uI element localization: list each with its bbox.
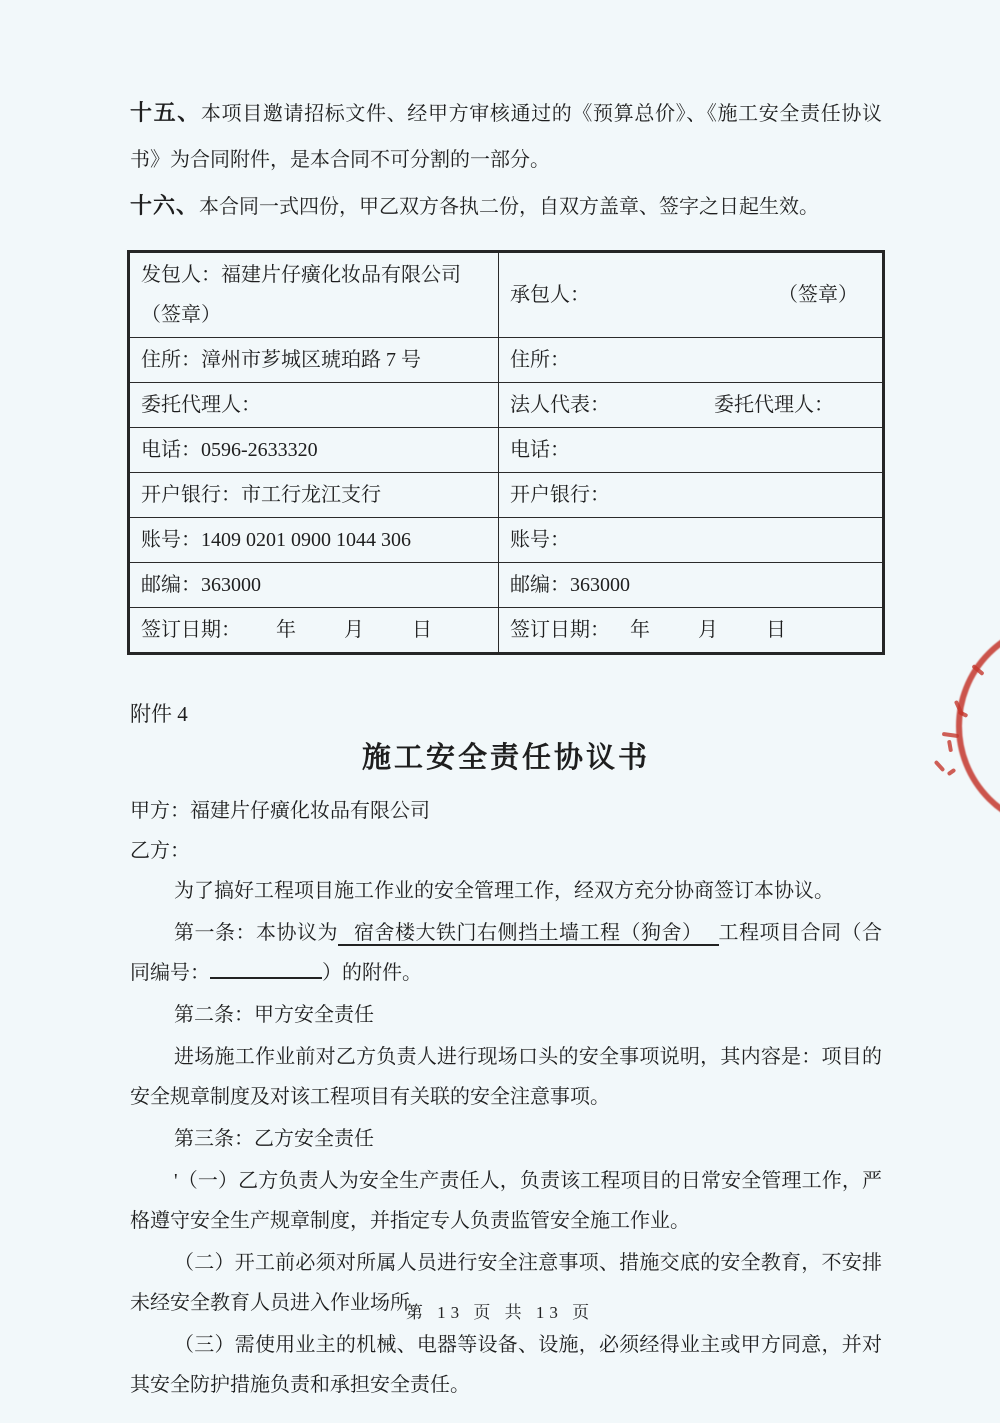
contractor-bank-label: 开户银行： (510, 484, 610, 506)
cell-contractor-phone (499, 428, 884, 473)
cell-employer-sign-date (129, 608, 499, 654)
contractor-agent-label: 委托代理人： (714, 394, 834, 416)
article-1-prefix: 第一条：本协议为 (174, 922, 338, 944)
clause-16-text: 本合同一式四份，甲乙双方各执二份，自双方盖章、签字之日起生效。 (199, 196, 820, 218)
seal-mark-icon (947, 740, 953, 753)
employer-date-blanks: 年 月 日 (276, 619, 446, 641)
employer-postcode-value: 邮编：363000 (141, 574, 261, 596)
article-1-middle: 工程项目合同（合同编号： (130, 922, 882, 984)
employer-sign-date-label: 签订日期： (141, 619, 241, 641)
legal-rep-label: 法人代表： (510, 394, 610, 416)
contractor-account-label: 账号： (510, 529, 570, 551)
cell-employer (129, 252, 499, 338)
cell-employer-postcode (129, 563, 499, 608)
page-number-footer: 第 13 页 共 13 页 (405, 1303, 595, 1322)
contractor-date-blanks: 年 月 日 (630, 619, 800, 641)
article-1-paragraph (130, 913, 882, 993)
clause-15-number: 十五、 (130, 100, 201, 125)
cell-contractor-address (499, 338, 884, 383)
cell-employer-agent (129, 383, 499, 428)
signature-table (127, 250, 885, 655)
clause-15-text: 本项目邀请招标文件、经甲方审核通过的《预算总价》、《施工安全责任协议书》为合同附件，是本合同不可分割的一部分。 (130, 103, 882, 171)
table-row-postcode (129, 563, 884, 608)
table-row-bank (129, 473, 884, 518)
clause-16 (130, 183, 882, 230)
cell-contractor-postcode (499, 563, 884, 608)
contract-clauses (130, 90, 882, 230)
intro-paragraph: 为了搞好工程项目施工作业的安全管理工作，经双方充分协商签订本协议。 (174, 880, 834, 902)
seal-mark-icon (947, 768, 957, 776)
table-row-address (129, 338, 884, 383)
employer-agent-label: 委托代理人： (141, 394, 261, 416)
cell-contractor-rep (499, 383, 884, 428)
seal-mark-icon (934, 760, 946, 772)
red-seal-stamp (956, 620, 1000, 832)
contract-number-blank (210, 957, 322, 979)
safety-item-3: （三）需使用业主的机械、电器等设备、设施，必须经得业主或甲方同意，并对其安全防护措施负责和承担安全责任。 (130, 1334, 882, 1396)
contractor-label: 承包人： (510, 284, 590, 306)
cell-employer-address (129, 338, 499, 383)
contractor-address-label: 住所： (510, 349, 570, 371)
agreement-title: 施工安全责任协议书 (361, 742, 650, 774)
clause-15 (130, 90, 882, 183)
table-row-party (129, 252, 884, 338)
table-row-sign-date (129, 608, 884, 654)
employer-address-value: 住所：漳州市芗城区琥珀路 7 号 (141, 349, 421, 371)
cell-contractor-bank (499, 473, 884, 518)
employer-account-value: 账号：1409 0201 0900 1044 306 (141, 529, 411, 551)
employer-value: 发包人：福建片仔癀化妆品有限公司（签章） (141, 264, 461, 326)
party-b-line: 乙方： (130, 840, 190, 862)
table-row-agent (129, 383, 884, 428)
contractor-sign-date-label: 签订日期： (510, 619, 610, 641)
table-row-phone (129, 428, 884, 473)
employer-phone-value: 电话：0596-2633320 (141, 439, 318, 461)
article-2-heading: 第二条：甲方安全责任 (174, 1004, 374, 1026)
attachment-label: 附件 4 (130, 702, 188, 726)
clause-16-number: 十六、 (130, 193, 200, 218)
cell-employer-account (129, 518, 499, 563)
party-a-line: 甲方：福建片仔癀化妆品有限公司 (130, 800, 430, 822)
cell-employer-bank (129, 473, 499, 518)
article-2-body: 进场施工作业前对乙方负责人进行现场口头的安全事项说明，其内容是：项目的安全规章制度及对该工程项目有关联的安全注意事项。 (130, 1046, 882, 1108)
cell-employer-phone (129, 428, 499, 473)
underlined-project-name: 宿舍楼大铁门右侧挡土墙工程（狗舍） (338, 922, 719, 946)
article-1-suffix: ）的附件。 (322, 962, 422, 984)
safety-item-1: '（一）乙方负责人为安全生产责任人，负责该工程项目的日常安全管理工作，严格遵守安全生产规章制度，并指定专人负责监管安全施工作业。 (130, 1170, 882, 1232)
contractor-phone-label: 电话： (510, 439, 570, 461)
contractor-postcode-value: 邮编：363000 (510, 574, 630, 596)
contractor-seal-hint: （签章） (778, 284, 858, 306)
cell-contractor-sign-date (499, 608, 884, 654)
article-3-heading: 第三条：乙方安全责任 (174, 1128, 374, 1150)
table-row-account (129, 518, 884, 563)
cell-contractor-account (499, 518, 884, 563)
cell-contractor (499, 252, 884, 338)
employer-bank-value: 开户银行：市工行龙江支行 (141, 484, 381, 506)
safety-item-2: （二）开工前必须对所属人员进行安全注意事项、措施交底的安全教育，不安排未经安全教育人员进入作业场所。 (130, 1252, 882, 1314)
